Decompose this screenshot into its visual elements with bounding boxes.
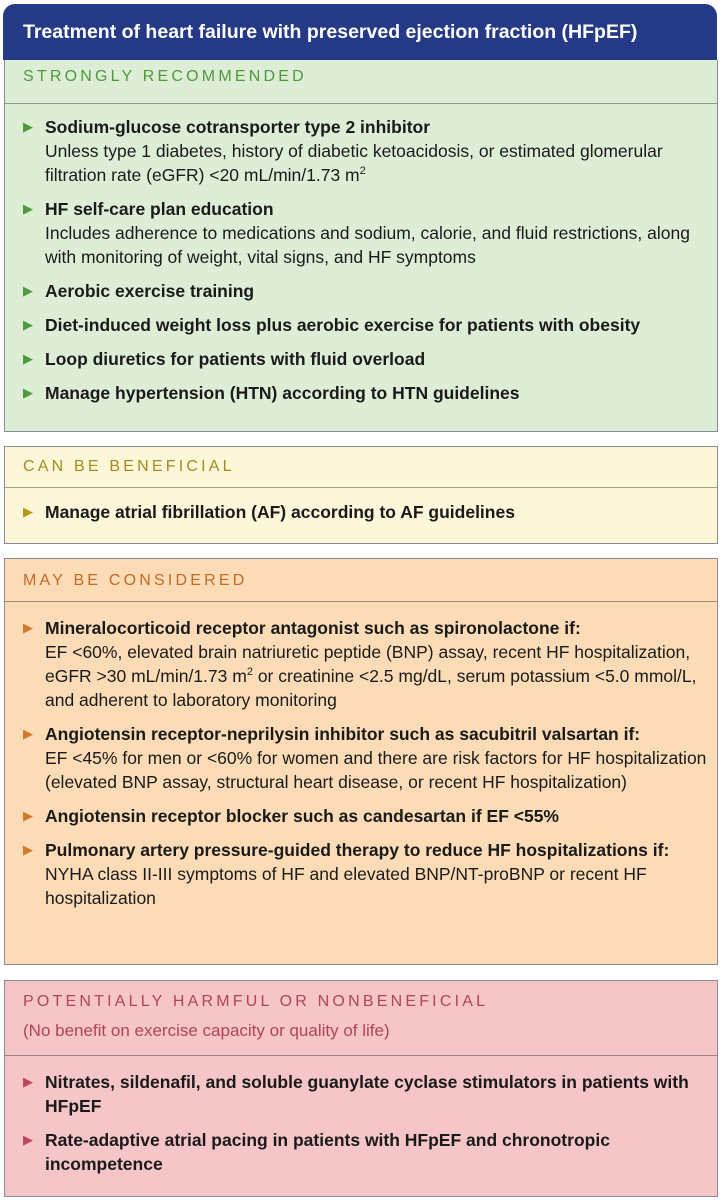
section-subtitle: (No benefit on exercise capacity or quality of life) xyxy=(23,1021,390,1040)
list-item xyxy=(23,381,707,405)
item-detail: Includes adherence to medications and sodium, calorie, and fluid restrictions, along with monitoring of weight, vital signs, and HF symptoms xyxy=(45,223,690,267)
item-label: Manage atrial fibrillation (AF) according to AF guidelines xyxy=(45,502,515,522)
recommendation-list xyxy=(23,1070,707,1186)
divider xyxy=(5,1055,717,1056)
page-title: Treatment of heart failure with preserved ejection fraction (HFpEF) xyxy=(3,4,717,60)
recommendation-list xyxy=(23,500,707,534)
section-title: POTENTIALLY HARMFUL OR NONBENEFICIAL xyxy=(23,993,489,1010)
item-detail: EF <45% for men or <60% for women and there are risk factors for HF hospitalization (elevated BNP assay, structural heart disease, or recent HF hospitalization) xyxy=(45,748,707,792)
triangle-right-icon: ▶ xyxy=(23,351,33,366)
recommendation-list xyxy=(23,616,707,920)
triangle-right-icon: ▶ xyxy=(23,119,33,134)
list-item xyxy=(23,722,707,794)
item-detail: EF <60%, elevated brain natriuretic peptide (BNP) assay, recent HF hospitalization, eGFR >30 mL/min/1.73 $m^2$ or creatinine <2.5 mg/dL, serum potassium <5.0 mmol/L, and adherent to laboratory monitoring xyxy=(45,642,697,710)
triangle-right-icon: ▶ xyxy=(23,504,33,519)
triangle-right-icon: ▶ xyxy=(23,283,33,298)
item-label: Angiotensin receptor blocker such as candesartan if EF <55% xyxy=(45,806,559,826)
triangle-right-icon: ▶ xyxy=(23,842,33,857)
item-detail: Unless type 1 diabetes, history of diabetic ketoacidosis, or estimated glomerular filtration rate (eGFR) <20 mL/min/1.73 $m^2$ xyxy=(45,141,663,185)
item-label: Diet-induced weight loss plus aerobic exercise for patients with obesity xyxy=(45,315,641,335)
list-item xyxy=(23,347,707,371)
list-item xyxy=(23,115,707,187)
item-label: Aerobic exercise training xyxy=(45,281,255,301)
item-label: Angiotensin receptor-neprilysin inhibitor such as sacubitril valsartan if: xyxy=(45,724,641,744)
item-detail: NYHA class II-III symptoms of HF and elevated BNP/NT-proBNP or recent HF hospitalization xyxy=(45,864,647,908)
list-item xyxy=(23,1128,707,1176)
section-title: MAY BE CONSIDERED xyxy=(23,572,248,589)
divider xyxy=(5,601,717,602)
section-may-be-considered xyxy=(4,558,718,965)
triangle-right-icon: ▶ xyxy=(23,1074,33,1089)
section-strongly-recommended xyxy=(4,60,718,432)
recommendation-list xyxy=(23,115,707,415)
list-item xyxy=(23,313,707,337)
triangle-right-icon: ▶ xyxy=(23,620,33,635)
triangle-right-icon: ▶ xyxy=(23,808,33,823)
item-label: Loop diuretics for patients with fluid overload xyxy=(45,349,426,369)
item-label: Mineralocorticoid receptor antagonist such as spironolactone if: xyxy=(45,618,581,638)
section-title: STRONGLY RECOMMENDED xyxy=(23,68,307,85)
list-item xyxy=(23,197,707,269)
section-potentially-harmful xyxy=(4,980,718,1197)
item-label: HF self-care plan education xyxy=(45,199,274,219)
list-item xyxy=(23,838,707,910)
list-item xyxy=(23,804,707,828)
triangle-right-icon: ▶ xyxy=(23,385,33,400)
triangle-right-icon: ▶ xyxy=(23,726,33,741)
item-label: Rate-adaptive atrial pacing in patients with HFpEF and chronotropic incompetence xyxy=(45,1130,610,1174)
list-item xyxy=(23,616,707,712)
divider xyxy=(5,487,717,488)
list-item xyxy=(23,1070,707,1118)
triangle-right-icon: ▶ xyxy=(23,317,33,332)
list-item xyxy=(23,500,707,524)
section-can-be-beneficial xyxy=(4,446,718,544)
item-label: Nitrates, sildenafil, and soluble guanylate cyclase stimulators in patients with HFpEF xyxy=(45,1072,689,1116)
item-label: Pulmonary artery pressure-guided therapy to reduce HF hospitalizations if: xyxy=(45,840,670,860)
section-title: CAN BE BENEFICIAL xyxy=(23,458,235,475)
item-label: Sodium-glucose cotransporter type 2 inhibitor xyxy=(45,117,431,137)
divider xyxy=(5,103,717,104)
list-item xyxy=(23,279,707,303)
item-label: Manage hypertension (HTN) according to HTN guidelines xyxy=(45,383,520,403)
triangle-right-icon: ▶ xyxy=(23,1132,33,1147)
triangle-right-icon: ▶ xyxy=(23,201,33,216)
